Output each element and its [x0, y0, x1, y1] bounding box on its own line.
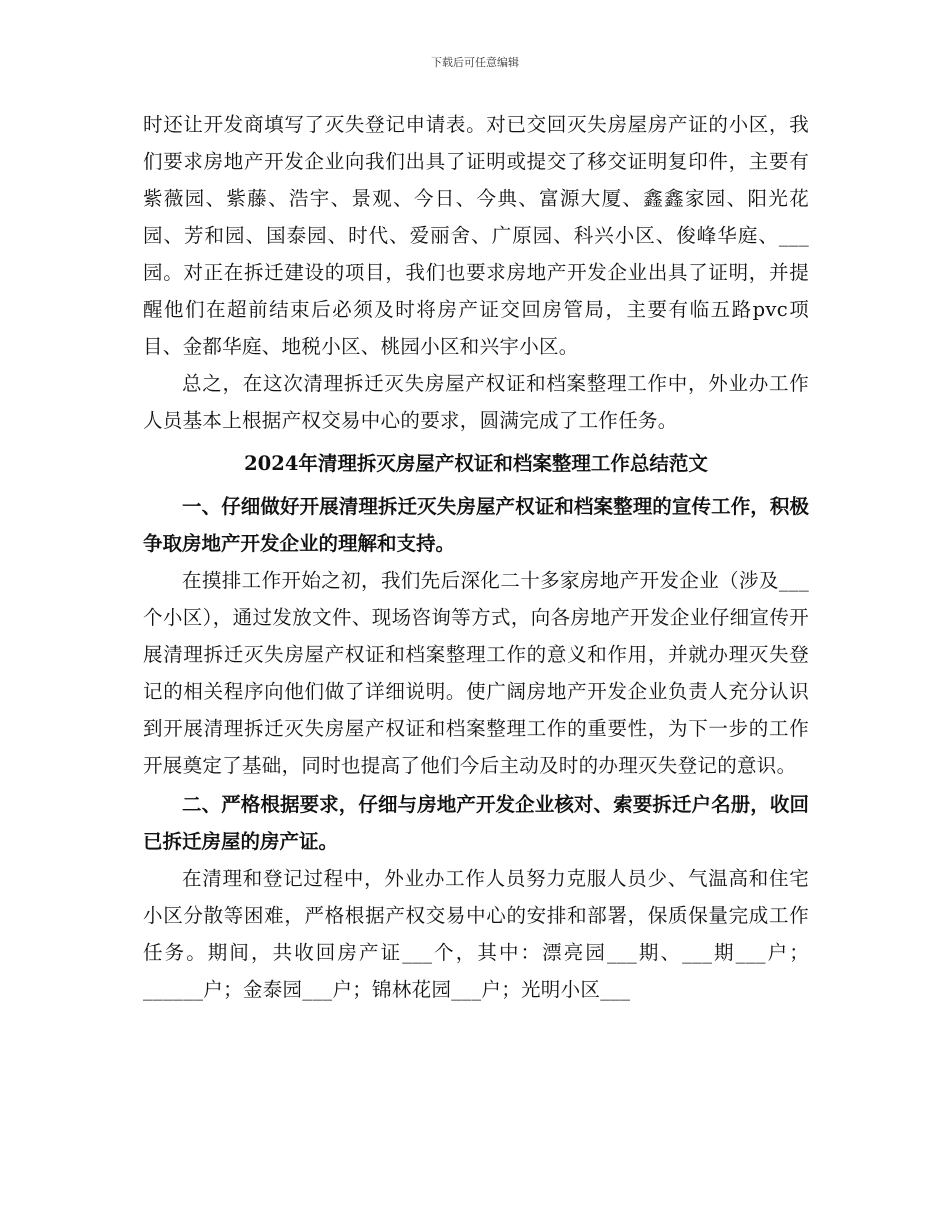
paragraph-2: 总之，在这次清理拆迁灭失房屋产权证和档案整理工作中，外业办工作人员基本上根据产权交易中心的要求，圆满完成了工作任务。	[143, 372, 809, 432]
section-heading-1: 一、仔细做好开展清理拆迁灭失房屋产权证和档案整理的宣传工作，积极争取房地产开发企业的理解和支持。	[143, 495, 809, 555]
paragraph-3: 在摸排工作开始之初，我们先后深化二十多家房地产开发企业（涉及___个小区），通过发放文件、现场咨询等方式，向各房地产开发企业仔细宣传开展清理拆迁灭失房屋产权证和档案整理工作的意义和作用，并就办理灭失登记的相关程序向他们做了详细说明。使广阔房地产开发企业负责人充分认识到开展清理拆迁灭失房屋产权证和档案整理工作的重要性，为下一步的工作开展奠定了基础，同时也提高了他们今后主动及时的办理灭失登记的意识。	[143, 569, 809, 777]
document-title: 2024年清理拆灭房屋产权证和档案整理工作总结范文	[244, 452, 708, 475]
paragraph-1: 时还让开发商填写了灭失登记申请表。对已交回灭失房屋房产证的小区，我们要求房地产开发企业向我们出具了证明或提交了移交证明复印件，主要有紫薇园、紫藤、浩宇、景观、今日、今典、富源大厦、鑫鑫家园、阳光花园、芳和园、国泰园、时代、爱丽舍、广原园、科兴小区、俊峰华庭、___园。对正在拆迁建设的项目，我们也要求房地产开发企业出具了证明，并提醒他们在超前结束后必须及时将房产证交回房管局，主要有临五路pvc项目、金都华庭、地税小区、桃园小区和兴宇小区。	[143, 113, 809, 358]
document-body	[143, 106, 809, 1008]
paragraph-4: 在清理和登记过程中，外业办工作人员努力克服人员少、气温高和住宅小区分散等困难，严格根据产权交易中心的安排和部署，保质保量完成工作任务。期间，共收回房产证___个，其中：漂亮园___期、___期___户；______户；金泰园___户；锦林花园___户；光明小区___	[143, 867, 809, 1001]
page-header: 下载后可任意编辑	[431, 56, 519, 69]
section-heading-2: 二、严格根据要求，仔细与房地产开发企业核对、索要拆迁户名册，收回已拆迁房屋的房产证。	[143, 793, 809, 853]
